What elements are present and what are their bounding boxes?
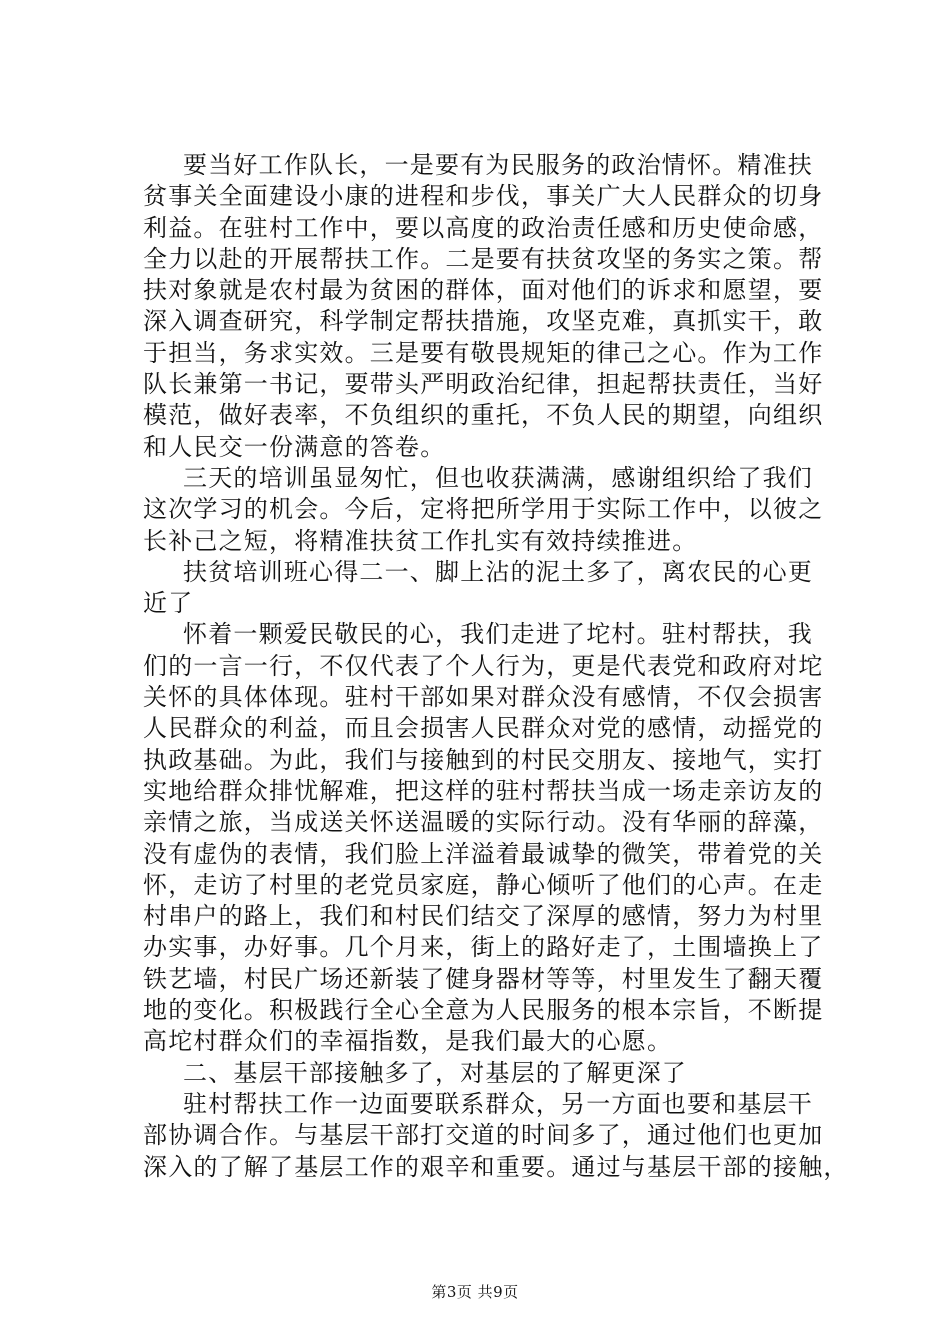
text-line: 深入调查研究，科学制定帮扶措施，攻坚克难，真抓实干，敢	[143, 307, 824, 336]
text-line: 利益。在驻村工作中，要以高度的政治责任感和历史使命感，	[143, 213, 824, 242]
page-footer: 第3页 共9页	[431, 1283, 519, 1301]
text-line: 深入的了解了基层工作的艰辛和重要。通过与基层干部的接触，	[143, 1152, 849, 1181]
text-line: 实地给群众排忧解难，把这样的驻村帮扶当成一场走亲访友的	[143, 776, 824, 805]
text-line: 这次学习的机会。今后，定将把所学用于实际工作中，以彼之	[143, 495, 824, 524]
text-line: 长补己之短，将精准扶贫工作扎实有效持续推进。	[143, 526, 698, 555]
text-line: 全力以赴的开展帮扶工作。二是要有扶贫攻坚的务实之策。帮	[143, 244, 824, 273]
text-line: 部协调合作。与基层干部打交道的时间多了，通过他们也更加	[143, 1121, 824, 1150]
text-line: 二、基层干部接触多了，对基层的了解更深了	[183, 1058, 687, 1087]
text-line: 亲情之旅，当成送关怀送温暖的实际行动。没有华丽的辞藻，	[143, 808, 824, 837]
text-line: 高坨村群众们的幸福指数，是我们最大的心愿。	[143, 1027, 673, 1056]
text-line: 怀，走访了村里的老党员家庭，静心倾听了他们的心声。在走	[143, 870, 824, 899]
text-line: 铁艺墙，村民广场还新装了健身器材等等，村里发生了翻天覆	[143, 964, 824, 993]
text-line: 三天的培训虽显匆忙，但也收获满满，感谢组织给了我们	[183, 463, 813, 492]
text-line: 们的一言一行，不仅代表了个人行为，更是代表党和政府对坨	[143, 651, 824, 680]
text-line: 没有虚伪的表情，我们脸上洋溢着最诚挚的微笑，带着党的关	[143, 839, 824, 868]
text-line: 人民群众的利益，而且会损害人民群众对党的感情，动摇党的	[143, 714, 824, 743]
text-line: 办实事，办好事。几个月来，街上的路好走了，土围墙换上了	[143, 933, 824, 962]
text-line: 要当好工作队长，一是要有为民服务的政治情怀。精准扶	[183, 151, 813, 179]
text-line: 扶对象就是农村最为贫困的群体，面对他们的诉求和愿望，要	[143, 276, 824, 305]
text-line: 驻村帮扶工作一边面要联系群众，另一方面也要和基层干	[183, 1089, 813, 1118]
body-text	[143, 150, 849, 1183]
text-line: 贫事关全面建设小康的进程和步伐，事关广大人民群众的切身	[143, 182, 824, 211]
text-line: 村串户的路上，我们和村民们结交了深厚的感情，努力为村里	[143, 902, 824, 931]
text-line: 近了	[143, 589, 194, 618]
text-line: 和人民交一份满意的答卷。	[143, 432, 446, 461]
text-line: 关怀的具体体现。驻村干部如果对群众没有感情，不仅会损害	[143, 683, 824, 712]
text-line: 怀着一颗爱民敬民的心，我们走进了坨村。驻村帮扶，我	[183, 620, 813, 649]
text-line: 队长兼第一书记，要带头严明政治纪律，担起帮扶责任，当好	[143, 370, 824, 399]
text-line: 执政基础。为此，我们与接触到的村民交朋友、接地气，实打	[143, 745, 824, 774]
text-line: 于担当，务求实效。三是要有敬畏规矩的律己之心。作为工作	[143, 338, 824, 367]
text-line: 地的变化。积极践行全心全意为人民服务的根本宗旨，不断提	[143, 996, 824, 1025]
text-line: 扶贫培训班心得二一、脚上沾的泥土多了，离农民的心更	[183, 557, 813, 586]
text-line: 模范，做好表率，不负组织的重托，不负人民的期望，向组织	[143, 401, 824, 430]
